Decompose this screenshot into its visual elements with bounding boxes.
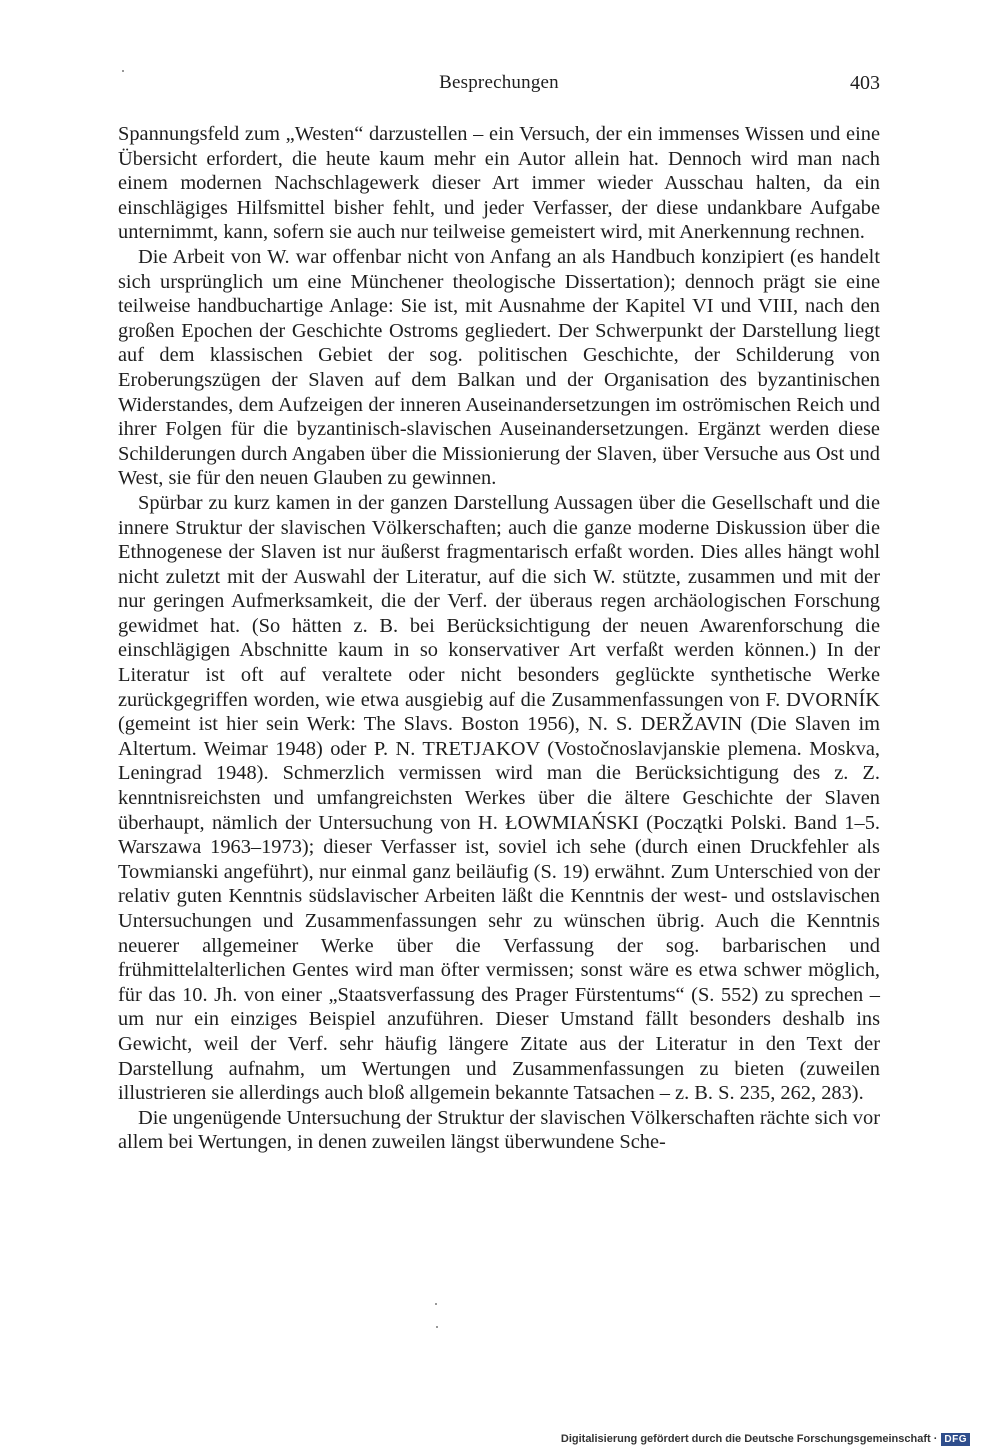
credit-text: Digitalisierung gefördert durch die Deutsche Forschungsgemeinschaft · <box>560 1433 938 1445</box>
dfg-logo: DFG <box>941 1433 970 1446</box>
paragraph-3: Spürbar zu kurz kamen in der ganzen Darstellung Aussagen über die Gesellschaft und die innere Struktur der slavischen Völkerschaften; auch die ganze moderne Diskussion über die Ethnogenese der Slaven ist nur äußerst fragmentarisch erfaßt worden. Dies alles hängt wohl nicht zuletzt mit der Auswahl der Literatur, auf die sich W. stützte, zusammen und mit der nur geringen Aufmerksamkeit, die der Verf. der überaus regen archäologischen Forschung gewidmet hat. (So hätten z. B. bei Berücksichtigung der neuen Awarenforschung die einschlägigen Abschnitte kaum in so konservativer Art verfaßt werden können.) In der Literatur ist oft auf veraltete oder nicht besonders geglückte synthetische Werke zurückgegriffen worden, wie etwa ausgiebig auf die Zusammenfassungen von F. DVORNÍK (gemeint ist hier sein Werk: The Slavs. Boston 1956), N. S. DERŽAVIN (Die Slaven im Altertum. Weimar 1948) oder P. N. TRETJAKOV (Vostočnoslavjanskie plemena. Moskva, Leningrad 1948). Schmerzlich vermissen wird man die Berücksichtigung des z. Z. kenntnisreichsten und umfangreichsten Werkes über die ältere Geschichte der Slaven überhaupt, nämlich der Untersuchung von H. ŁOWMIAŃSKI (Początki Polski. Band 1–5. Warszawa 1963–1973); dieser Verfasser ist, soviel ich sehe (durch einen Druckfehler als Towmianski angeführt), nur einmal ganz beiläufig (S. 19) erwähnt. Zum Unterschied von der relativ guten Kenntnis südslavischer Arbeiten läßt die Kenntnis der west- und ostslavischen Untersuchungen und Zusammenfassungen sehr zu wünschen übrig. Auch die Kenntnis neuerer allgemeiner Werke über die Verfassung der sog. barbarischen und frühmittelalterlichen Gentes wird man öfter vermissen; sonst wäre es etwa schwer möglich, für das 10. Jh. von einer „Staatsverfassung des Prager Fürstentums“ (S. 552) zu sprechen – um nur ein einziges Beispiel anzuführen. Dieser Umstand fällt besonders deshalb ins Gewicht, weil der Verf. sehr häufig längere Zitate aus der Literatur in den Text der Darstellung aufnahm, um Wertungen und Zusammenfassungen zu bieten (zuweilen illustrieren sie allerdings auch bloß allgemein bekannte Tatsachen – z. B. S. 235, 262, 283). <box>118 491 880 1105</box>
running-title: Besprechungen <box>439 72 559 93</box>
paragraph-4: Die ungenügende Untersuchung der Struktur der slavischen Völkerschaften rächte sich vor allem bei Wertungen, in denen zuweilen längst überwundene Sche- <box>118 1106 880 1154</box>
page-number: 403 <box>850 72 880 94</box>
running-head <box>118 72 880 100</box>
scan-speck <box>122 70 124 72</box>
scan-speck <box>436 1326 438 1328</box>
paragraph-2: Die Arbeit von W. war offenbar nicht von Anfang an als Handbuch konzipiert (es handelt sich ursprünglich um eine Münchener theologische Dissertation); dennoch prägt sie eine teilweise handbuchartige Anlage: Sie ist, mit Ausnahme der Kapitel VI und VIII, nach den großen Epochen der Geschichte Ostroms gegliedert. Der Schwerpunkt der Darstellung liegt auf dem klassischen Gebiet der sog. politischen Geschichte, der Schilderung von Eroberungszügen der Slaven auf dem Balkan und der Organisation des byzantinischen Widerstandes, dem Aufzeigen der inneren Auseinandersetzungen im oströmischen Reich und ihrer Folgen für die byzantinisch-slavischen Auseinandersetzungen. Ergänzt werden diese Schilderungen durch Angaben über die Missionierung der Slaven, über Versuche aus Ost und West, sie für den neuen Glauben zu gewinnen. <box>118 245 880 490</box>
review-body-text <box>118 122 880 1155</box>
paragraph-1: Spannungsfeld zum „Westen“ darzustellen – ein Versuch, der ein immenses Wissen und eine Übersicht erfordert, die heute kaum mehr ein Autor allein hat. Dennoch wird man nach einem modernen Nachschlagewerk dieser Art immer wieder Ausschau halten, da ein einschlägiges Hilfsmittel bisher fehlt, und jeder Verfasser, der diese undankbare Aufgabe unternimmt, kann, sofern sie auch nur teilweise gemeistert wird, mit Anerkennung rechnen. <box>118 123 880 244</box>
digitization-credit <box>561 1430 970 1448</box>
scan-speck <box>435 1303 437 1305</box>
